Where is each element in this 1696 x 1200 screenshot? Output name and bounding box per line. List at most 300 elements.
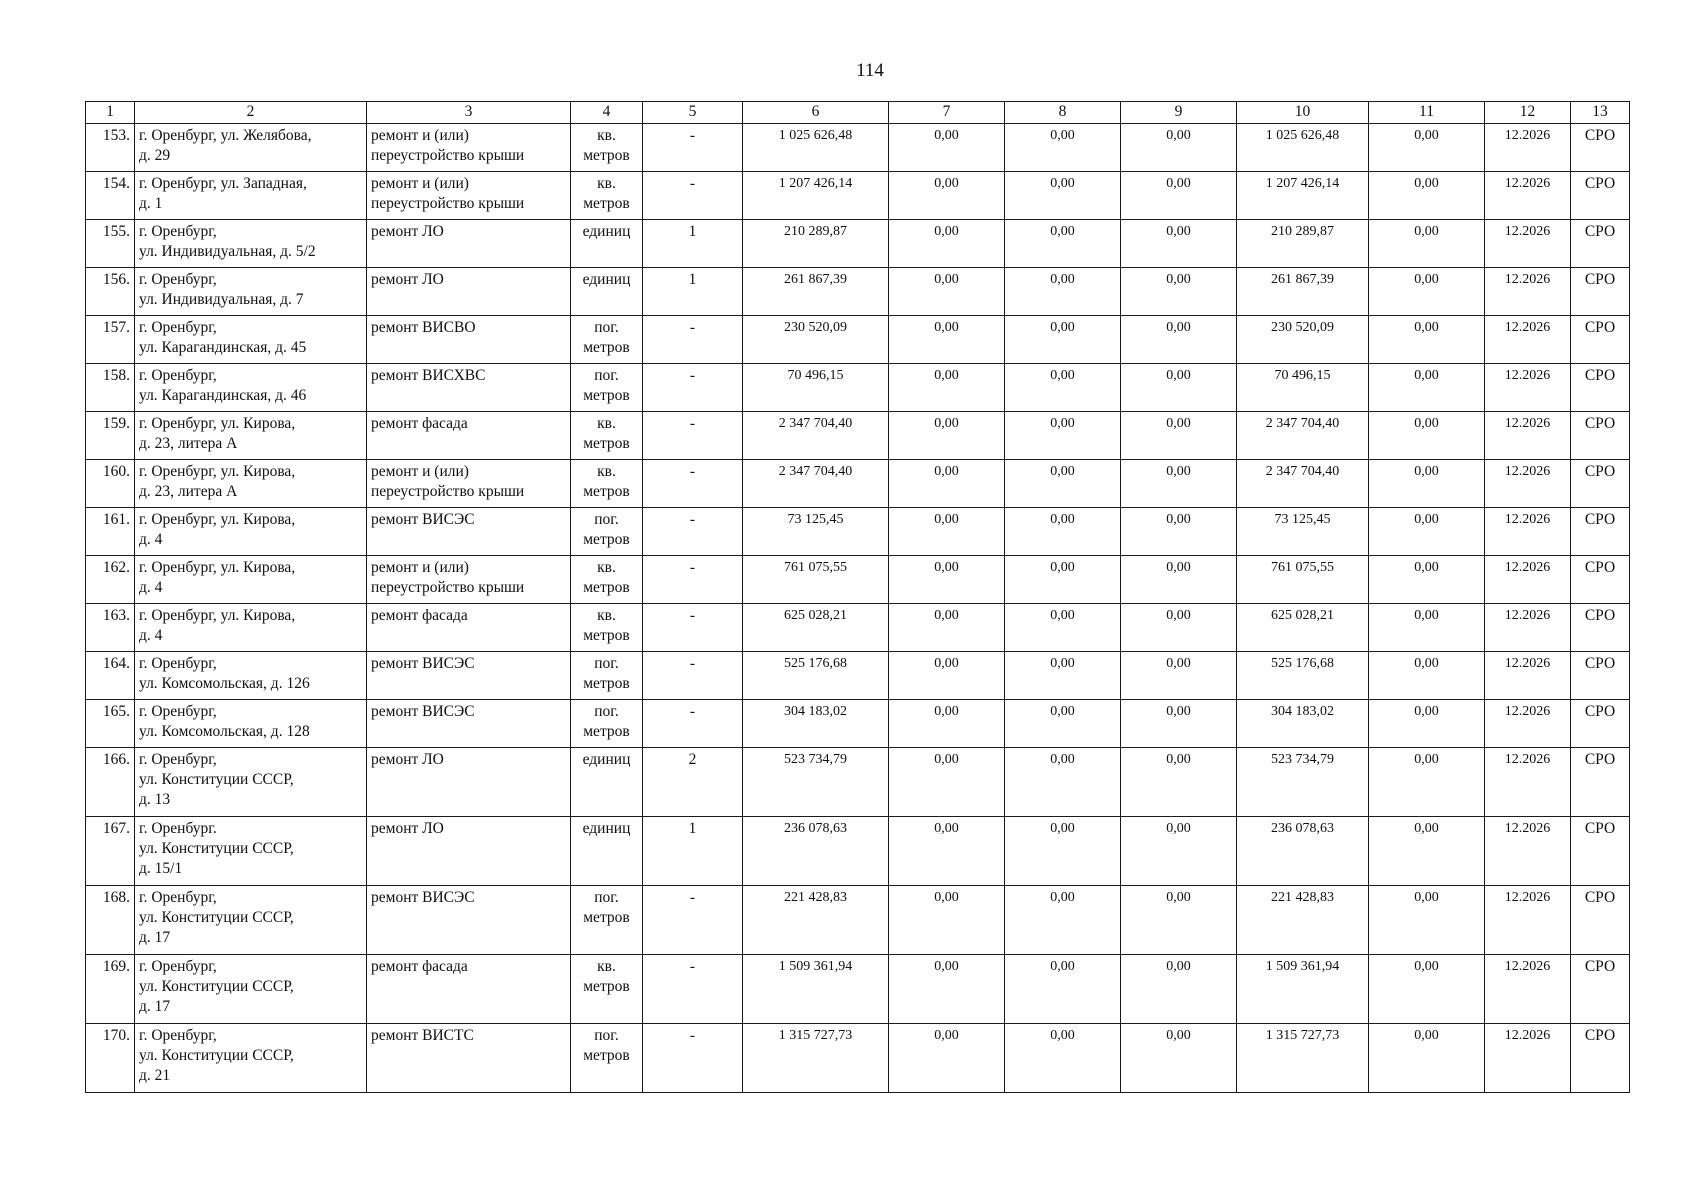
address-cell (135, 748, 367, 817)
col-7-cell: 0,00 (889, 316, 1005, 364)
col-9-cell: 0,00 (1121, 364, 1237, 412)
col-11-cell: 0,00 (1369, 268, 1485, 316)
col-10-cell: 210 289,87 (1237, 220, 1369, 268)
funding-source-cell: СРО (1571, 364, 1630, 412)
quantity-cell: - (643, 556, 743, 604)
col-11-cell: 0,00 (1369, 886, 1485, 955)
work-type-cell (367, 700, 571, 748)
col-10-cell: 304 183,02 (1237, 700, 1369, 748)
address-line: ул. Конституции СССР, (139, 909, 294, 926)
unit-cell (571, 316, 643, 364)
work-type-cell (367, 1024, 571, 1093)
completion-date-cell: 12.2026 (1485, 124, 1571, 172)
row-number-cell: 159. (86, 412, 135, 460)
funding-source-cell: СРО (1571, 1024, 1630, 1093)
address-cell (135, 364, 367, 412)
funding-source-cell: СРО (1571, 886, 1630, 955)
work-type-cell (367, 124, 571, 172)
col-8-cell: 0,00 (1005, 364, 1121, 412)
address-line: д. 15/1 (139, 860, 183, 877)
row-number-cell: 165. (86, 700, 135, 748)
table-row (86, 1024, 1630, 1093)
col-11-cell: 0,00 (1369, 748, 1485, 817)
completion-date-cell: 12.2026 (1485, 316, 1571, 364)
col-7-cell: 0,00 (889, 556, 1005, 604)
work-type-cell (367, 955, 571, 1024)
address-line: г. Оренбург, ул. Кирова, (139, 559, 296, 576)
quantity-cell: - (643, 316, 743, 364)
work-type-cell (367, 172, 571, 220)
col-11-cell: 0,00 (1369, 556, 1485, 604)
table-row (86, 364, 1630, 412)
unit-line: единиц (582, 751, 631, 768)
quantity-cell: - (643, 604, 743, 652)
work-type-line: ремонт ВИСЭС (371, 511, 475, 528)
column-number-5: 5 (643, 102, 743, 124)
column-number-12: 12 (1485, 102, 1571, 124)
col-8-cell: 0,00 (1005, 955, 1121, 1024)
work-type-cell (367, 220, 571, 268)
unit-line: метров (583, 339, 630, 356)
address-cell (135, 508, 367, 556)
unit-line: пог. (594, 319, 619, 336)
funding-source-cell: СРО (1571, 316, 1630, 364)
unit-line: пог. (594, 655, 619, 672)
work-type-cell (367, 556, 571, 604)
quantity-cell: - (643, 364, 743, 412)
table-row (86, 460, 1630, 508)
unit-line: метров (583, 627, 630, 644)
total-cost-cell: 261 867,39 (743, 268, 889, 316)
completion-date-cell: 12.2026 (1485, 364, 1571, 412)
funding-source-cell: СРО (1571, 124, 1630, 172)
column-number-8: 8 (1005, 102, 1121, 124)
address-line: г. Оренбург, ул. Кирова, (139, 463, 296, 480)
address-line: г. Оренбург, (139, 889, 217, 906)
completion-date-cell: 12.2026 (1485, 604, 1571, 652)
table-row (86, 556, 1630, 604)
funding-source-cell: СРО (1571, 412, 1630, 460)
col-9-cell: 0,00 (1121, 460, 1237, 508)
row-number-cell: 160. (86, 460, 135, 508)
total-cost-cell: 761 075,55 (743, 556, 889, 604)
col-11-cell: 0,00 (1369, 508, 1485, 556)
col-10-cell: 1 315 727,73 (1237, 1024, 1369, 1093)
col-7-cell: 0,00 (889, 268, 1005, 316)
col-9-cell: 0,00 (1121, 817, 1237, 886)
address-line: д. 17 (139, 929, 171, 946)
col-9-cell: 0,00 (1121, 748, 1237, 817)
work-type-line: ремонт ЛО (371, 820, 444, 837)
column-number-10: 10 (1237, 102, 1369, 124)
address-line: г. Оренбург, ул. Кирова, (139, 607, 296, 624)
work-type-line: ремонт фасада (371, 958, 468, 975)
address-cell (135, 604, 367, 652)
completion-date-cell: 12.2026 (1485, 556, 1571, 604)
repair-program-table (85, 101, 1630, 1093)
unit-cell (571, 652, 643, 700)
quantity-cell: - (643, 172, 743, 220)
page-number: 114 (856, 60, 884, 81)
col-9-cell: 0,00 (1121, 172, 1237, 220)
table-header (86, 102, 1630, 124)
funding-source-cell: СРО (1571, 817, 1630, 886)
completion-date-cell: 12.2026 (1485, 460, 1571, 508)
total-cost-cell: 1 207 426,14 (743, 172, 889, 220)
work-type-cell (367, 364, 571, 412)
col-8-cell: 0,00 (1005, 268, 1121, 316)
quantity-cell: 2 (643, 748, 743, 817)
work-type-line: ремонт и (или) (371, 175, 469, 192)
quantity-cell: 1 (643, 268, 743, 316)
total-cost-cell: 210 289,87 (743, 220, 889, 268)
work-type-cell (367, 412, 571, 460)
funding-source-cell: СРО (1571, 955, 1630, 1024)
funding-source-cell: СРО (1571, 220, 1630, 268)
address-cell (135, 700, 367, 748)
address-cell (135, 460, 367, 508)
address-line: д. 1 (139, 195, 163, 212)
table-row (86, 955, 1630, 1024)
address-line: г. Оренбург, ул. Кирова, (139, 511, 296, 528)
address-line: ул. Индивидуальная, д. 7 (139, 291, 304, 308)
total-cost-cell: 230 520,09 (743, 316, 889, 364)
col-7-cell: 0,00 (889, 652, 1005, 700)
col-11-cell: 0,00 (1369, 604, 1485, 652)
row-number-cell: 166. (86, 748, 135, 817)
row-number-cell: 155. (86, 220, 135, 268)
col-11-cell: 0,00 (1369, 316, 1485, 364)
address-line: г. Оренбург, (139, 703, 217, 720)
work-type-line: ремонт ВИСТС (371, 1027, 474, 1044)
col-7-cell: 0,00 (889, 508, 1005, 556)
total-cost-cell: 525 176,68 (743, 652, 889, 700)
col-9-cell: 0,00 (1121, 1024, 1237, 1093)
col-10-cell: 2 347 704,40 (1237, 460, 1369, 508)
column-number-3: 3 (367, 102, 571, 124)
row-number-cell: 168. (86, 886, 135, 955)
work-type-cell (367, 604, 571, 652)
unit-line: метров (583, 147, 630, 164)
col-9-cell: 0,00 (1121, 412, 1237, 460)
address-line: д. 21 (139, 1067, 171, 1084)
completion-date-cell: 12.2026 (1485, 652, 1571, 700)
funding-source-cell: СРО (1571, 652, 1630, 700)
column-number-6: 6 (743, 102, 889, 124)
funding-source-cell: СРО (1571, 700, 1630, 748)
table-row (86, 886, 1630, 955)
total-cost-cell: 2 347 704,40 (743, 412, 889, 460)
col-9-cell: 0,00 (1121, 268, 1237, 316)
table-row (86, 412, 1630, 460)
row-number-cell: 156. (86, 268, 135, 316)
quantity-cell: 1 (643, 817, 743, 886)
col-10-cell: 70 496,15 (1237, 364, 1369, 412)
table-row (86, 604, 1630, 652)
col-9-cell: 0,00 (1121, 124, 1237, 172)
col-11-cell: 0,00 (1369, 1024, 1485, 1093)
unit-cell (571, 1024, 643, 1093)
col-7-cell: 0,00 (889, 955, 1005, 1024)
work-type-cell (367, 886, 571, 955)
address-cell (135, 316, 367, 364)
col-8-cell: 0,00 (1005, 124, 1121, 172)
col-7-cell: 0,00 (889, 460, 1005, 508)
work-type-line: ремонт ВИСВО (371, 319, 476, 336)
funding-source-cell: СРО (1571, 556, 1630, 604)
total-cost-cell: 304 183,02 (743, 700, 889, 748)
row-number-cell: 158. (86, 364, 135, 412)
work-type-line: ремонт ВИСЭС (371, 889, 475, 906)
col-9-cell: 0,00 (1121, 700, 1237, 748)
col-7-cell: 0,00 (889, 748, 1005, 817)
address-cell (135, 817, 367, 886)
address-line: г. Оренбург, (139, 319, 217, 336)
column-number-row (86, 102, 1630, 124)
completion-date-cell: 12.2026 (1485, 1024, 1571, 1093)
address-line: д. 29 (139, 147, 171, 164)
col-8-cell: 0,00 (1005, 700, 1121, 748)
col-8-cell: 0,00 (1005, 886, 1121, 955)
work-type-cell (367, 316, 571, 364)
address-line: ул. Конституции СССР, (139, 1047, 294, 1064)
col-11-cell: 0,00 (1369, 412, 1485, 460)
total-cost-cell: 1 025 626,48 (743, 124, 889, 172)
total-cost-cell: 1 509 361,94 (743, 955, 889, 1024)
quantity-cell: - (643, 652, 743, 700)
address-cell (135, 268, 367, 316)
unit-line: кв. (597, 607, 616, 624)
work-type-cell (367, 268, 571, 316)
col-10-cell: 1 025 626,48 (1237, 124, 1369, 172)
completion-date-cell: 12.2026 (1485, 886, 1571, 955)
completion-date-cell: 12.2026 (1485, 700, 1571, 748)
col-7-cell: 0,00 (889, 817, 1005, 886)
address-line: д. 17 (139, 998, 171, 1015)
work-type-line: ремонт ЛО (371, 271, 444, 288)
unit-cell (571, 172, 643, 220)
unit-line: пог. (594, 703, 619, 720)
funding-source-cell: СРО (1571, 268, 1630, 316)
work-type-line: ремонт и (или) (371, 559, 469, 576)
work-type-line: ремонт ВИСЭС (371, 703, 475, 720)
address-line: г. Оренбург, (139, 958, 217, 975)
unit-line: метров (583, 675, 630, 692)
completion-date-cell: 12.2026 (1485, 268, 1571, 316)
col-10-cell: 523 734,79 (1237, 748, 1369, 817)
address-line: д. 23, литера А (139, 435, 238, 452)
unit-line: метров (583, 723, 630, 740)
work-type-line: ремонт ВИСЭС (371, 655, 475, 672)
unit-cell (571, 604, 643, 652)
address-cell (135, 556, 367, 604)
work-type-cell (367, 652, 571, 700)
quantity-cell: - (643, 1024, 743, 1093)
funding-source-cell: СРО (1571, 604, 1630, 652)
quantity-cell: - (643, 460, 743, 508)
completion-date-cell: 12.2026 (1485, 508, 1571, 556)
funding-source-cell: СРО (1571, 460, 1630, 508)
col-7-cell: 0,00 (889, 1024, 1005, 1093)
col-9-cell: 0,00 (1121, 652, 1237, 700)
col-8-cell: 0,00 (1005, 556, 1121, 604)
col-9-cell: 0,00 (1121, 508, 1237, 556)
unit-line: метров (583, 909, 630, 926)
address-cell (135, 172, 367, 220)
total-cost-cell: 70 496,15 (743, 364, 889, 412)
total-cost-cell: 236 078,63 (743, 817, 889, 886)
col-7-cell: 0,00 (889, 700, 1005, 748)
row-number-cell: 153. (86, 124, 135, 172)
col-7-cell: 0,00 (889, 220, 1005, 268)
work-type-cell (367, 508, 571, 556)
col-9-cell: 0,00 (1121, 604, 1237, 652)
address-line: г. Оренбург, ул. Кирова, (139, 415, 296, 432)
work-type-line: переустройство крыши (371, 147, 525, 164)
address-line: ул. Карагандинская, д. 46 (139, 387, 307, 404)
work-type-line: ремонт и (или) (371, 127, 469, 144)
quantity-cell: - (643, 955, 743, 1024)
address-line: ул. Комсомольская, д. 128 (139, 723, 310, 740)
unit-line: кв. (597, 463, 616, 480)
unit-line: кв. (597, 127, 616, 144)
column-number-11: 11 (1369, 102, 1485, 124)
col-8-cell: 0,00 (1005, 817, 1121, 886)
row-number-cell: 164. (86, 652, 135, 700)
col-11-cell: 0,00 (1369, 700, 1485, 748)
unit-line: пог. (594, 1027, 619, 1044)
unit-line: пог. (594, 367, 619, 384)
col-10-cell: 230 520,09 (1237, 316, 1369, 364)
col-10-cell: 261 867,39 (1237, 268, 1369, 316)
row-number-cell: 161. (86, 508, 135, 556)
row-number-cell: 169. (86, 955, 135, 1024)
address-line: г. Оренбург, (139, 223, 217, 240)
work-type-cell (367, 817, 571, 886)
address-cell (135, 955, 367, 1024)
col-7-cell: 0,00 (889, 172, 1005, 220)
unit-line: метров (583, 1047, 630, 1064)
quantity-cell: - (643, 508, 743, 556)
unit-line: метров (583, 531, 630, 548)
table-body (86, 124, 1630, 1093)
table-row (86, 220, 1630, 268)
column-number-1: 1 (86, 102, 135, 124)
work-type-line: переустройство крыши (371, 195, 525, 212)
row-number-cell: 170. (86, 1024, 135, 1093)
address-line: ул. Конституции СССР, (139, 978, 294, 995)
col-10-cell: 236 078,63 (1237, 817, 1369, 886)
col-8-cell: 0,00 (1005, 460, 1121, 508)
quantity-cell: - (643, 124, 743, 172)
table-row (86, 508, 1630, 556)
col-11-cell: 0,00 (1369, 817, 1485, 886)
unit-line: метров (583, 483, 630, 500)
table-row (86, 748, 1630, 817)
col-10-cell: 625 028,21 (1237, 604, 1369, 652)
completion-date-cell: 12.2026 (1485, 412, 1571, 460)
row-number-cell: 157. (86, 316, 135, 364)
col-8-cell: 0,00 (1005, 220, 1121, 268)
work-type-line: ремонт ВИСХВС (371, 367, 486, 384)
col-9-cell: 0,00 (1121, 316, 1237, 364)
column-number-2: 2 (135, 102, 367, 124)
col-7-cell: 0,00 (889, 604, 1005, 652)
unit-cell (571, 268, 643, 316)
col-9-cell: 0,00 (1121, 886, 1237, 955)
row-number-cell: 154. (86, 172, 135, 220)
address-line: д. 13 (139, 791, 171, 808)
col-8-cell: 0,00 (1005, 652, 1121, 700)
col-11-cell: 0,00 (1369, 172, 1485, 220)
completion-date-cell: 12.2026 (1485, 817, 1571, 886)
total-cost-cell: 2 347 704,40 (743, 460, 889, 508)
col-8-cell: 0,00 (1005, 1024, 1121, 1093)
col-10-cell: 1 509 361,94 (1237, 955, 1369, 1024)
unit-cell (571, 220, 643, 268)
unit-line: метров (583, 195, 630, 212)
unit-line: единиц (582, 820, 631, 837)
total-cost-cell: 523 734,79 (743, 748, 889, 817)
col-8-cell: 0,00 (1005, 604, 1121, 652)
address-cell (135, 124, 367, 172)
address-line: д. 4 (139, 531, 163, 548)
work-type-line: ремонт и (или) (371, 463, 469, 480)
table-row (86, 817, 1630, 886)
address-line: г. Оренбург, ул. Западная, (139, 175, 307, 192)
address-line: д. 4 (139, 627, 163, 644)
address-line: д. 23, литера А (139, 483, 238, 500)
col-11-cell: 0,00 (1369, 652, 1485, 700)
unit-line: пог. (594, 889, 619, 906)
total-cost-cell: 625 028,21 (743, 604, 889, 652)
col-11-cell: 0,00 (1369, 460, 1485, 508)
completion-date-cell: 12.2026 (1485, 172, 1571, 220)
address-cell (135, 220, 367, 268)
total-cost-cell: 221 428,83 (743, 886, 889, 955)
col-10-cell: 525 176,68 (1237, 652, 1369, 700)
address-cell (135, 412, 367, 460)
col-8-cell: 0,00 (1005, 316, 1121, 364)
row-number-cell: 162. (86, 556, 135, 604)
col-11-cell: 0,00 (1369, 955, 1485, 1024)
completion-date-cell: 12.2026 (1485, 748, 1571, 817)
col-10-cell: 1 207 426,14 (1237, 172, 1369, 220)
funding-source-cell: СРО (1571, 748, 1630, 817)
table-row (86, 316, 1630, 364)
unit-line: метров (583, 579, 630, 596)
col-10-cell: 2 347 704,40 (1237, 412, 1369, 460)
unit-cell (571, 124, 643, 172)
column-number-9: 9 (1121, 102, 1237, 124)
quantity-cell: - (643, 700, 743, 748)
table-row (86, 652, 1630, 700)
work-type-cell (367, 460, 571, 508)
work-type-line: ремонт ЛО (371, 751, 444, 768)
unit-cell (571, 955, 643, 1024)
row-number-cell: 163. (86, 604, 135, 652)
funding-source-cell: СРО (1571, 172, 1630, 220)
work-type-line: переустройство крыши (371, 579, 525, 596)
col-7-cell: 0,00 (889, 412, 1005, 460)
col-8-cell: 0,00 (1005, 412, 1121, 460)
col-11-cell: 0,00 (1369, 220, 1485, 268)
table-row (86, 700, 1630, 748)
address-line: ул. Конституции СССР, (139, 771, 294, 788)
work-type-line: ремонт фасада (371, 607, 468, 624)
unit-line: метров (583, 435, 630, 452)
address-line: г. Оренбург, (139, 1027, 217, 1044)
